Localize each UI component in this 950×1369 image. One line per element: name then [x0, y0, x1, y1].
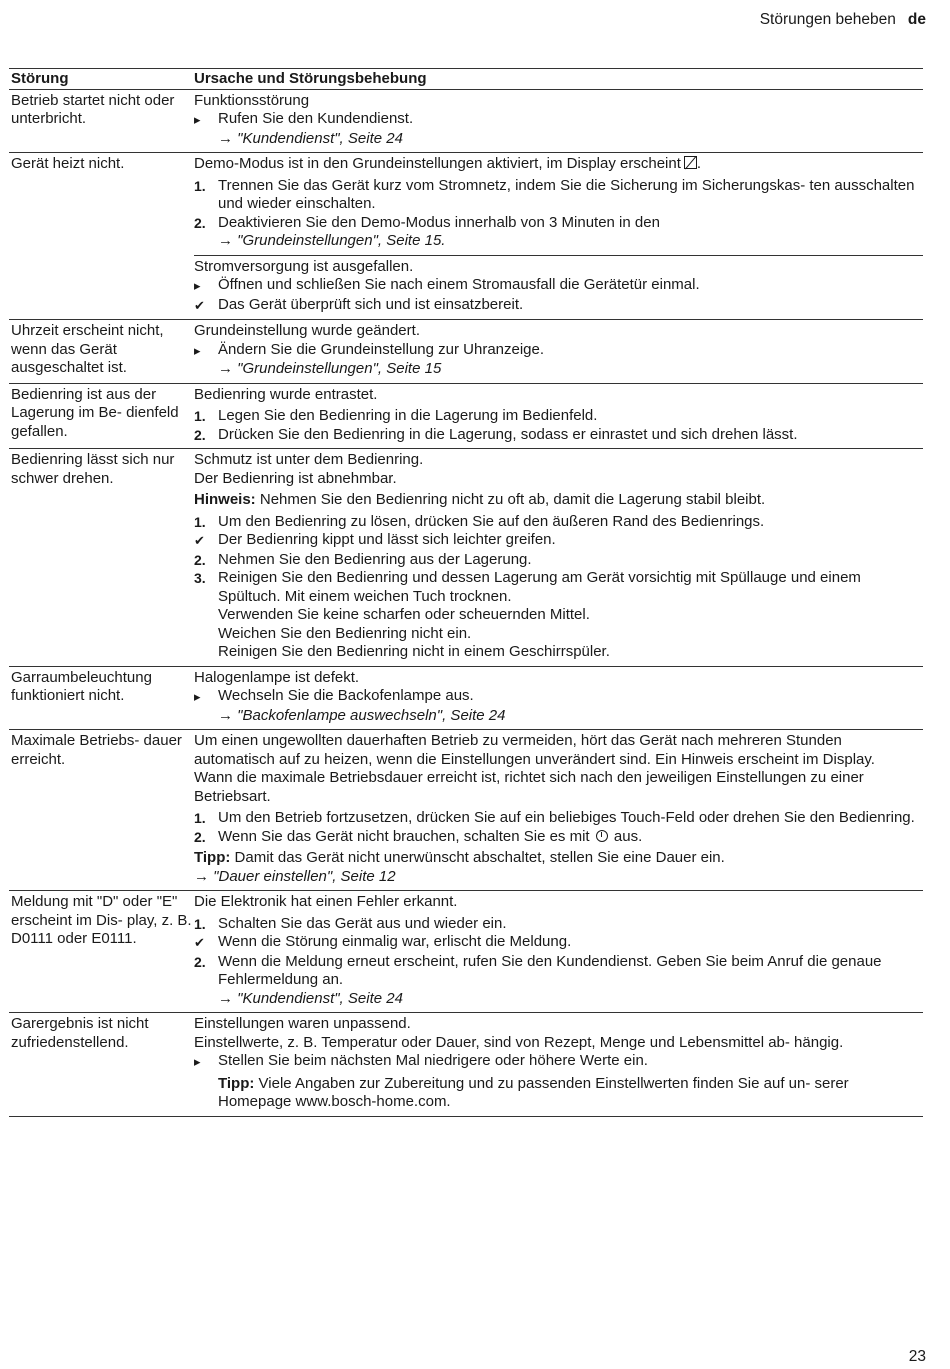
- cause-text-content: Um einen ungewollten dauerhaften Betrieb zu vermeiden, hört das Gerät nach mehreren Stunden automatisch auf zu heizen, wenn die Einstellungen unverändert sind. Ein Hinweis erscheint im Display.: [194, 732, 875, 768]
- note-label: Hinweis:: [194, 491, 256, 508]
- page-number: 23: [908, 1348, 926, 1365]
- cause-text-content: Die Elektronik hat einen Fehler erkannt.: [194, 893, 458, 910]
- note-content: Viele Angaben zur Zubereitung und zu passenden Einstellwerten finden Sie auf un- serer Homepage www.bosch-home.com.: [218, 1074, 849, 1110]
- cause-text-content: Einstellwerte, z. B. Temperatur oder Dauer, sind von Rezept, Menge und Lebensmittel ab- hängig.: [194, 1033, 844, 1051]
- step-number: 2.: [194, 426, 206, 443]
- fault-description: Bedienring lässt sich nur schwer drehen.: [11, 451, 175, 487]
- table-row: [9, 90, 923, 154]
- step-text: [218, 177, 923, 214]
- numbered-step: [194, 513, 923, 532]
- fault-description: Maximale Betriebs- dauer erreicht.: [11, 732, 182, 768]
- step-text: [218, 809, 923, 828]
- cause-text: [194, 732, 923, 769]
- cause-text-content: Einstellungen waren unpassend.: [194, 1015, 411, 1032]
- step-number: 1.: [194, 513, 206, 530]
- numbered-step: [194, 828, 923, 847]
- cause-text-content: Bedienring wurde entrastet.: [194, 385, 378, 403]
- cause-text-content: Der Bedienring ist abnehmbar.: [194, 469, 397, 487]
- fault-description: Uhrzeit erscheint nicht, wenn das Gerät ausgeschaltet ist.: [11, 322, 164, 376]
- table-row: [9, 667, 923, 731]
- step-number: 1.: [194, 408, 206, 424]
- step-text-content: Trennen Sie das Gerät kurz vom Stromnetz, indem Sie die Sicherung im Sicherungskas- ten ausschalten und wieder einschalten.: [218, 176, 915, 212]
- triangle-bullet-icon: ▸: [194, 342, 201, 358]
- note-content: Nehmen Sie den Bedienring nicht zu oft ab, damit die Lagerung stabil bleibt.: [255, 491, 766, 508]
- step-text: [218, 407, 923, 426]
- cause-text: [194, 1015, 923, 1034]
- cause-block: [194, 320, 923, 383]
- step-number: 2.: [194, 828, 206, 845]
- step-text: [218, 214, 923, 233]
- step-text-content: Stellen Sie beim nächsten Mal niedrigere oder höhere Werte ein.: [218, 1052, 648, 1069]
- step-text: [218, 933, 923, 953]
- step-text-content: Um den Betrieb fortzusetzen, drücken Sie auf ein beliebiges Touch-Feld oder drehen Sie den Bedienring.: [218, 809, 915, 826]
- step-text: [218, 953, 923, 990]
- cause-text: [194, 322, 923, 341]
- numbered-step: [194, 214, 923, 233]
- action-bullet: [194, 1052, 923, 1072]
- cause-block: [194, 153, 923, 255]
- step-text-content: Um den Bedienring zu lösen, drücken Sie auf den äußeren Rand des Bedienrings.: [218, 512, 765, 530]
- language-code: de: [907, 11, 926, 28]
- result-line: [194, 531, 923, 551]
- cause-block: [194, 449, 923, 666]
- step-continuation: Reinigen Sie den Bedienring nicht in einem Geschirrspüler.: [218, 643, 610, 660]
- table-row: [9, 320, 923, 384]
- step-number: 1.: [194, 915, 206, 932]
- cause-block: [194, 384, 923, 449]
- fault-description: Betrieb startet nicht oder unterbricht.: [11, 91, 175, 127]
- cause-and-remedy: [194, 667, 923, 730]
- note-text: [194, 491, 923, 510]
- step-number: 3.: [194, 570, 206, 586]
- column-header-fault: Störung: [11, 70, 69, 87]
- check-icon: ✔: [194, 297, 205, 313]
- cause-text: [194, 258, 923, 277]
- step-text-content: Nehmen Sie den Bedienring aus der Lagerung.: [218, 550, 532, 568]
- cause-block: [194, 667, 923, 730]
- cross-reference: → "Dauer einstellen", Seite 12: [194, 867, 396, 885]
- cross-reference: → "Backofenlampe auswechseln", Seite 24: [218, 706, 506, 724]
- action-bullet: [194, 110, 923, 130]
- cause-text: [194, 451, 923, 470]
- action-bullet: [194, 276, 923, 296]
- step-number: 2.: [194, 551, 206, 568]
- numbered-step: [194, 177, 923, 214]
- cause-and-remedy: [194, 891, 923, 1012]
- step-text-content: Wenn die Störung einmalig war, erlischt die Meldung.: [218, 933, 572, 950]
- step-text-content: Der Bedienring kippt und lässt sich leichter greifen.: [218, 531, 556, 548]
- step-text: [218, 110, 923, 130]
- cause-text: Demo-Modus ist in den Grundeinstellungen aktiviert, im Display erscheint .: [194, 155, 702, 172]
- cause-and-remedy: [194, 320, 923, 383]
- step-text: [218, 828, 923, 847]
- step-text: [218, 296, 923, 316]
- note-label: Tipp:: [194, 849, 231, 866]
- numbered-step: [194, 551, 923, 570]
- step-number: 2.: [194, 953, 206, 970]
- cause-text: [194, 769, 923, 806]
- cause-block: [194, 891, 923, 1012]
- step-text-content: Ändern Sie die Grundeinstellung zur Uhranzeige.: [218, 340, 545, 358]
- step-number: 1.: [194, 810, 206, 826]
- cause-and-remedy: [194, 384, 923, 449]
- check-icon: ✔: [194, 533, 205, 548]
- cause-text: [194, 92, 923, 111]
- table-row: [9, 730, 923, 891]
- table-row: [9, 384, 923, 450]
- step-text-content: Deaktivieren Sie den Demo-Modus innerhalb von 3 Minuten in den: [218, 213, 660, 231]
- note-text: [194, 849, 923, 868]
- fault-description: Gerät heizt nicht.: [11, 155, 125, 172]
- cause-text: [194, 386, 923, 405]
- step-text: [218, 915, 923, 934]
- table-header-row: [9, 69, 923, 90]
- cause-text-content: Funktionsstörung: [194, 91, 310, 109]
- cause-and-remedy: [194, 90, 923, 153]
- table-row: [9, 891, 923, 1013]
- numbered-step: [194, 809, 923, 828]
- power-icon: [596, 830, 608, 842]
- step-text: [218, 513, 923, 532]
- note-content: Damit das Gerät nicht unerwünscht abschaltet, stellen Sie eine Dauer ein.: [230, 849, 725, 866]
- cause-text: [194, 893, 923, 912]
- cause-text: [194, 470, 923, 489]
- note-text: [194, 1075, 923, 1112]
- action-bullet: [194, 687, 923, 707]
- cause-block: [194, 90, 923, 153]
- step-text: [218, 426, 923, 445]
- fault-description: Garergebnis ist nicht zufriedenstellend.: [11, 1015, 149, 1051]
- numbered-step: [194, 953, 923, 990]
- cause-block: [194, 730, 923, 890]
- cross-reference: → "Grundeinstellungen", Seite 15.: [218, 232, 446, 249]
- step-text-content: Öffnen und schließen Sie nach einem Stromausfall die Gerätetür einmal.: [218, 276, 700, 293]
- cause-text-content: Stromversorgung ist ausgefallen.: [194, 257, 414, 275]
- step-text: [218, 1052, 923, 1072]
- note-label: Tipp:: [218, 1074, 255, 1092]
- numbered-step: [194, 915, 923, 934]
- numbered-step: [194, 407, 923, 426]
- result-line: [194, 296, 923, 316]
- triangle-bullet-icon: ▸: [194, 1054, 201, 1069]
- cause-text-content: Demo-Modus ist in den Grundeinstellungen aktiviert, im Display erscheint: [194, 155, 681, 172]
- cause-block: [194, 1013, 923, 1116]
- cause-and-remedy: [194, 153, 923, 319]
- numbered-step: [194, 569, 923, 606]
- triangle-bullet-icon: ▸: [194, 689, 201, 704]
- cause-and-remedy: [194, 730, 923, 890]
- cross-reference: → "Kundendienst", Seite 24: [218, 989, 403, 1007]
- action-bullet: [194, 341, 923, 361]
- fault-description: Bedienring ist aus der Lagerung im Be- dienfeld gefallen.: [11, 385, 179, 440]
- step-text-content: Das Gerät überprüft sich und ist einsatzbereit.: [218, 295, 524, 313]
- step-text-content: Rufen Sie den Kundendienst.: [218, 110, 414, 127]
- cause-text-content: Halogenlampe ist defekt.: [194, 668, 360, 686]
- fault-description: Meldung mit "D" oder "E" erscheint im Dis- play, z. B. D0111 oder E0111.: [11, 893, 192, 947]
- triangle-bullet-icon: ▸: [194, 278, 201, 293]
- table-row: [9, 449, 923, 667]
- step-continuation: Weichen Sie den Bedienring nicht ein.: [218, 624, 472, 642]
- step-text-content: Wenn Sie das Gerät nicht brauchen, schalten Sie es mit: [218, 827, 590, 845]
- cause-text-content: Grundeinstellung wurde geändert.: [194, 322, 420, 339]
- cause-and-remedy: [194, 449, 923, 666]
- step-text-content: Wechseln Sie die Backofenlampe aus.: [218, 687, 474, 704]
- cause-and-remedy: [194, 1013, 923, 1116]
- step-text-content: Drücken Sie den Bedienring in die Lagerung, sodass er einrastet und sich drehen lässt.: [218, 425, 798, 443]
- step-text: [218, 276, 923, 296]
- step-text-content: Schalten Sie das Gerät aus und wieder ein.: [218, 914, 507, 932]
- step-text-after: aus.: [609, 827, 643, 845]
- result-line: [194, 933, 923, 953]
- numbered-step: [194, 426, 923, 445]
- step-continuation: Verwenden Sie keine scharfen oder scheuernden Mittel.: [218, 606, 590, 623]
- cause-text-content: Schmutz ist unter dem Bedienring.: [194, 451, 424, 468]
- step-text-content: Wenn die Meldung erneut erscheint, rufen Sie den Kundendienst. Geben Sie beim Anruf die genaue Fehlermeldung an.: [218, 952, 882, 988]
- cross-reference: → "Kundendienst", Seite 24: [218, 129, 403, 147]
- column-header-cause: Ursache und Störungsbehebung: [194, 70, 427, 87]
- cause-text: [194, 1034, 923, 1053]
- fault-description: Garraumbeleuchtung funktioniert nicht.: [11, 668, 152, 704]
- section-title: Störungen beheben: [759, 11, 896, 28]
- troubleshooting-table: [9, 68, 923, 1117]
- step-text: [218, 531, 923, 551]
- check-icon: ✔: [194, 935, 205, 950]
- triangle-bullet-icon: ▸: [194, 112, 201, 127]
- step-text-content: Reinigen Sie den Bedienring und dessen Lagerung am Gerät vorsichtig mit Spüllauge und einem Spültuch. Mit einem weichen Tuch trocknen.: [218, 569, 861, 605]
- step-text: [218, 569, 923, 606]
- step-number: 1.: [194, 177, 206, 194]
- table-row: [9, 1013, 923, 1117]
- page-header: [760, 11, 926, 29]
- step-text: [218, 551, 923, 570]
- cause-block: [194, 255, 923, 320]
- step-text: [218, 687, 923, 707]
- demo-mode-icon: [684, 156, 697, 169]
- cause-text-content: Wann die maximale Betriebsdauer erreicht ist, richtet sich nach den jeweiligen Einstellungen zu einer Betriebsart.: [194, 769, 864, 805]
- step-number: 2.: [194, 214, 206, 231]
- table-row: [9, 153, 923, 320]
- step-text: [218, 341, 923, 361]
- step-text-content: Legen Sie den Bedienring in die Lagerung im Bedienfeld.: [218, 407, 598, 424]
- cross-reference: → "Grundeinstellungen", Seite 15: [218, 360, 442, 377]
- cause-text: [194, 669, 923, 688]
